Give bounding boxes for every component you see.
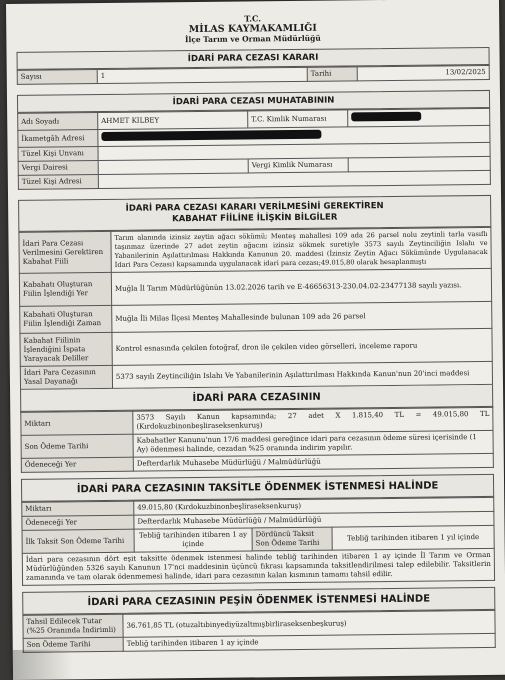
taksit-miktar-label: Miktarı — [22, 501, 134, 516]
dayanak-value: 5373 sayılı Zeytinciliğin Islahı Ve Yabanilerinin Aşılattırılması Hakkında Kanun'nun 20'inci maddesi — [112, 361, 492, 388]
vergi-dairesi-label: Vergi Dairesi — [18, 161, 98, 176]
muhatap-title: İDARİ PARA CEZASI MUHATABININ — [17, 90, 490, 113]
zaman-label: Kabahati Oluşturan Fiilin İşlendiği Zaman — [20, 305, 112, 333]
ceza-odenecek-value: Defterdarlık Muhasebe Müdürlüğü / Malmüdürlüğü — [133, 453, 493, 471]
ceza-table — [20, 407, 494, 473]
ceza-miktar-value: 3573 Sayılı Kanun kapsamında; 27 adet X 1.815,40 TL = 49.015,80 TL (Kırdokuzbinonbeşliraseksenkuruş) — [133, 407, 493, 434]
fiil-value: Tarım alanında izinsiz zeytin ağacı sökümü; Menteş mahallesi 109 ada 26 parsel nolu zeytinli tarla vasıflı taşınmaz üzerinde 27 adet zeytin ağacını izinsiz sökmek suretiyle 3573 sayılı Zeytinciliğin Islahı ve Yabanilerinin Aşılattırılması Hakkında Kanunun 20. maddesi (İzinsiz Zeytin Ağacı Sökümünde Uygulanacak İdari Para Cezası) kapsamında uygulanacak idari para cezası;49.015,80 olarak hesaplanmıştı — [111, 227, 491, 272]
dayanak-label: İdari Para Cezasının Yasal Dayanağı — [20, 365, 112, 389]
ad-soyad-label: Adı Soyadı — [18, 113, 98, 131]
delil-value: Kontrol esnasında çekilen fotoğraf, dron ile çekilen video görselleri, inceleme raporu — [112, 328, 492, 365]
tc-value — [348, 108, 490, 126]
yer-label: Kabahatı Oluşturan Fiilin İşlendiği Yer — [19, 272, 111, 306]
karar-title: İDARİ PARA CEZASI KARARI — [17, 47, 490, 70]
page-shadow — [13, 649, 73, 680]
tarih-label: Tarihi — [307, 67, 357, 82]
ad-soyad-value: AHMET KILBEY — [98, 111, 248, 130]
ceza-son-odeme-label: Son Ödeme Tarihi — [21, 434, 133, 458]
karar-section — [17, 47, 496, 653]
tc-label: T.C. Kimlik Numarası — [248, 110, 348, 128]
taksit-odenecek-label: Ödeneceği Yer — [22, 515, 134, 530]
ceza-title: İDARİ PARA CEZASININ — [20, 385, 493, 412]
header-kaymakamlik: MİLAS KAYMAKAMLIĞI — [188, 22, 317, 36]
redacted-mark — [351, 112, 421, 122]
vergi-kimlik-label: Vergi Kimlik Numarası — [248, 158, 348, 173]
taksit-not: İdari para cezasının dört eşit taksitte ödenmek istenmesi halinde tebliğ tarihinden itibaren 1 ay içinde İl Tarım ve Orman Müdürlüğünden 5326 sayılı Kanunun 17'nci maddesinin üçüncü fıkrası kapsamında taksitlendirilmesi talep edilebilir. Taksitlerin zamanında ve tam olarak ödenmemesi halinde, idari para cezasının kalan kısmının tamamı tahsil edilir. — [22, 548, 494, 585]
delil-label: Kabahat Fiilinin İşlendiğini İspata Yarayacak Deliller — [20, 332, 112, 366]
dorduncu-taksit-label: Dördüncü Taksit Son Ödeme Tarihi — [252, 527, 332, 551]
pesin-tutar-value: 36.761,85 TL (otuzaltıbinyediyüzaltmışbirliraseksenbeşkuruş) — [123, 610, 495, 637]
ceza-odenecek-label: Ödeneceği Yer — [21, 457, 133, 472]
pesin-son-odeme-value: Tebliğ tarihinden itibaren 1 ay içinde — [123, 633, 495, 651]
pesin-title: İDARİ PARA CEZASININ PEŞİN ÖDENMEK İSTENMESİ HALİNDE — [22, 587, 495, 615]
taksit-table — [21, 497, 495, 586]
redacted-mark — [101, 130, 321, 141]
vergi-kimlik-value — [348, 156, 490, 171]
header-tc: T.C. — [244, 13, 262, 24]
tuzel-adres-label: Tüzel Kişi Adresi — [18, 175, 98, 190]
ceza-son-odeme-value: Kabahatler Kanunu'nun 17/6 maddesi gereğince idari para cezasının ödeme süresi içerisinde (1 Ay) ödenmesi halinde, cezadan %25 oranında indirim yapılır. — [133, 430, 493, 457]
sayi-label: Sayısı — [17, 70, 97, 85]
yer-value: Muğla İl Tarım Müdürlüğünün 13.02.2026 tarih ve E-46656313-230.04.02-23477138 sayılı yazısı. — [111, 268, 491, 305]
ceza-miktar-label: Miktarı — [21, 411, 133, 435]
tuzel-unvan-label: Tüzel Kişi Unvanı — [18, 147, 98, 162]
dorduncu-taksit-value: Tebliğ tarihinden itibaren 1 yıl içinde — [332, 525, 494, 550]
ilk-taksit-label: İlk Taksit Son Ödeme Tarihi — [22, 529, 134, 553]
sayi-value: 1 — [97, 67, 307, 83]
document-header — [6, 0, 499, 46]
kabahat-title — [18, 195, 491, 232]
pesin-son-odeme-label: Son Ödeme Tarihi — [23, 637, 123, 652]
pesin-table — [22, 610, 495, 653]
document-page — [6, 0, 505, 680]
kabahat-title-line2: KABAHAT FİİLİNE İLİŞKİN BİLGİLER — [172, 212, 338, 225]
kabahat-title-line1: İDARİ PARA CEZASI KARARI VERİLMESİNİ GEREKTİREN — [125, 201, 384, 214]
fiil-label: İdari Para Cezası Verilmesini Gerektiren Kabahat Fiili — [19, 231, 111, 273]
taksit-title: İDARİ PARA CEZASININ TAKSİTLE ÖDENMEK İSTENMESİ HALİNDE — [21, 474, 494, 502]
taksit-miktar-value: 49.015,80 (Kırdokuzbinonbeşliraseksenkuruş) — [134, 497, 494, 515]
muhatap-table — [17, 108, 491, 190]
zaman-value: Muğla İli Milas İlçesi Menteş Mahallesinde bulunan 109 ada 26 parsel — [112, 301, 492, 332]
taksit-odenecek-value: Defterdarlık Muhasebe Müdürlüğü / Malmüdürlüğü — [134, 511, 494, 529]
ilk-taksit-value: Tebliğ tarihinden itibaren 1 ay içinde — [134, 528, 252, 552]
tarih-value: 13/02/2025 — [357, 65, 489, 80]
pesin-tutar-label: Tahsil Edilecek Tutar (%25 Oranında İndirimli) — [23, 614, 123, 638]
ikamet-label: İkametgâh Adresi — [18, 130, 98, 148]
kabahat-table — [18, 227, 493, 390]
header-mudurluk: İlçe Tarım ve Orman Müdürlüğü — [184, 33, 321, 45]
